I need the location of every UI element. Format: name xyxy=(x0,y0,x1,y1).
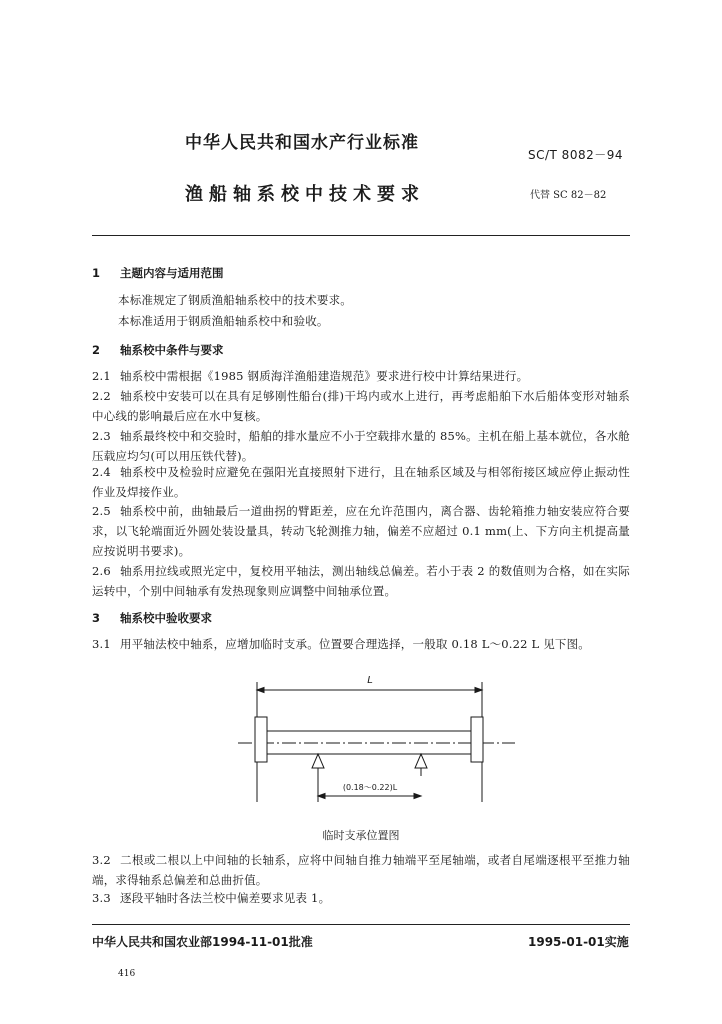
clause-number: 2.4 xyxy=(92,465,111,479)
right-flange xyxy=(471,717,483,762)
clause-text: 二根或二根以上中间轴的长轴系，应将中间轴自推力轴端平至尾轴端，或者自尾端逐根平至推力轴端，求得轴系总偏差和总曲折值。 xyxy=(92,853,630,887)
clause-2-1 xyxy=(92,366,630,386)
support-distance-label: (0.18～0.22)L xyxy=(342,783,398,792)
clause-text: 轴系用拉线或照光定中，复校用平轴法，测出轴线总偏差。若小于表 2 的数值则为合格，如在实际运转中，个别中间轴承有发热现象则应调整中间轴承位置。 xyxy=(92,564,630,598)
clause-text: 轴系校中需根据《1985 钢质海洋渔船建造规范》要求进行校中计算结果进行。 xyxy=(120,369,529,383)
standard-code: SC/T 8082－94 xyxy=(528,148,623,162)
clause-number: 2.1 xyxy=(92,369,111,383)
approval-note: 中华人民共和国农业部1994-11-01批准 xyxy=(92,935,313,949)
section-1-para-1: 本标准规定了钢质渔船轴系校中的技术要求。 xyxy=(118,293,352,307)
arrow-head xyxy=(414,794,421,799)
figure-caption: 临时支承位置图 xyxy=(322,829,400,842)
replaces-note: 代替 SC 82－82 xyxy=(530,190,607,201)
left-temporary-support xyxy=(312,754,324,768)
effective-date: 1995-01-01实施 xyxy=(528,935,629,949)
length-label: L xyxy=(367,675,373,686)
section-title: 轴系校中条件与要求 xyxy=(120,343,224,357)
clause-3-2 xyxy=(92,850,630,890)
clause-text: 轴系最终校中和交验时，船舶的排水量应不小于空载排水量的 85%。主机在船上基本就位，各水舱压载应均匀(可以用压铁代替)。 xyxy=(92,429,630,463)
clause-number: 2.6 xyxy=(92,564,111,578)
section-number: 2 xyxy=(92,343,101,357)
header-divider xyxy=(92,235,630,236)
clause-2-3 xyxy=(92,426,630,466)
arrow-head xyxy=(475,688,482,693)
clause-2-4 xyxy=(92,462,630,502)
clause-2-5 xyxy=(92,501,630,561)
clause-3-3 xyxy=(92,888,630,908)
right-temporary-support xyxy=(415,754,427,768)
clause-2-2 xyxy=(92,386,630,426)
section-2-heading xyxy=(92,342,224,358)
clause-number: 3.2 xyxy=(92,853,111,867)
clause-3-1 xyxy=(92,634,630,654)
footer-divider xyxy=(92,924,630,925)
section-title: 轴系校中验收要求 xyxy=(120,611,212,625)
document-title: 渔船轴系校中技术要求 xyxy=(185,184,425,205)
clause-text: 逐段平轴时各法兰校中偏差要求见表 1。 xyxy=(120,891,331,905)
clause-number: 3.3 xyxy=(92,891,111,905)
clause-text: 用平轴法校中轴系，应增加临时支承。位置要合理选择，一般取 0.18 L～0.22 L 见下图。 xyxy=(120,637,591,651)
standard-org: 中华人民共和国水产行业标准 xyxy=(185,133,419,153)
clause-number: 2.3 xyxy=(92,429,111,443)
page-number: 416 xyxy=(118,969,136,979)
section-1-heading xyxy=(92,265,224,281)
section-1-para-2: 本标准适用于钢质渔船轴系校中和验收。 xyxy=(118,314,329,328)
support-position-figure xyxy=(230,668,520,818)
section-3-heading xyxy=(92,610,212,626)
arrow-head xyxy=(257,688,264,693)
clause-number: 2.2 xyxy=(92,389,111,403)
clause-text: 轴系校中安装可以在具有足够刚性船台(排)干坞内或水上进行，再考虑船舶下水后船体变形对轴系中心线的影响最后应在水中复核。 xyxy=(92,389,630,423)
left-flange xyxy=(255,717,267,762)
clause-number: 3.1 xyxy=(92,637,111,651)
clause-number: 2.5 xyxy=(92,504,111,518)
clause-text: 轴系校中前，曲轴最后一道曲拐的臂距差，应在允许范围内，离合器、齿轮箱推力轴安装应符合要求，以飞轮端面近外圆处装设量具，转动飞轮测推力轴，偏差不应超过 0.1 mm(上、下方向主机提高量应按说明书要求)。 xyxy=(92,504,630,558)
clause-text: 轴系校中及检验时应避免在强阳光直接照射下进行，且在轴系区域及与相邻衔接区域应停止振动性作业及焊接作业。 xyxy=(92,465,630,499)
arrow-head xyxy=(318,794,325,799)
section-number: 1 xyxy=(92,266,101,280)
section-number: 3 xyxy=(92,611,101,625)
section-title: 主题内容与适用范围 xyxy=(120,266,224,280)
clause-2-6 xyxy=(92,561,630,601)
